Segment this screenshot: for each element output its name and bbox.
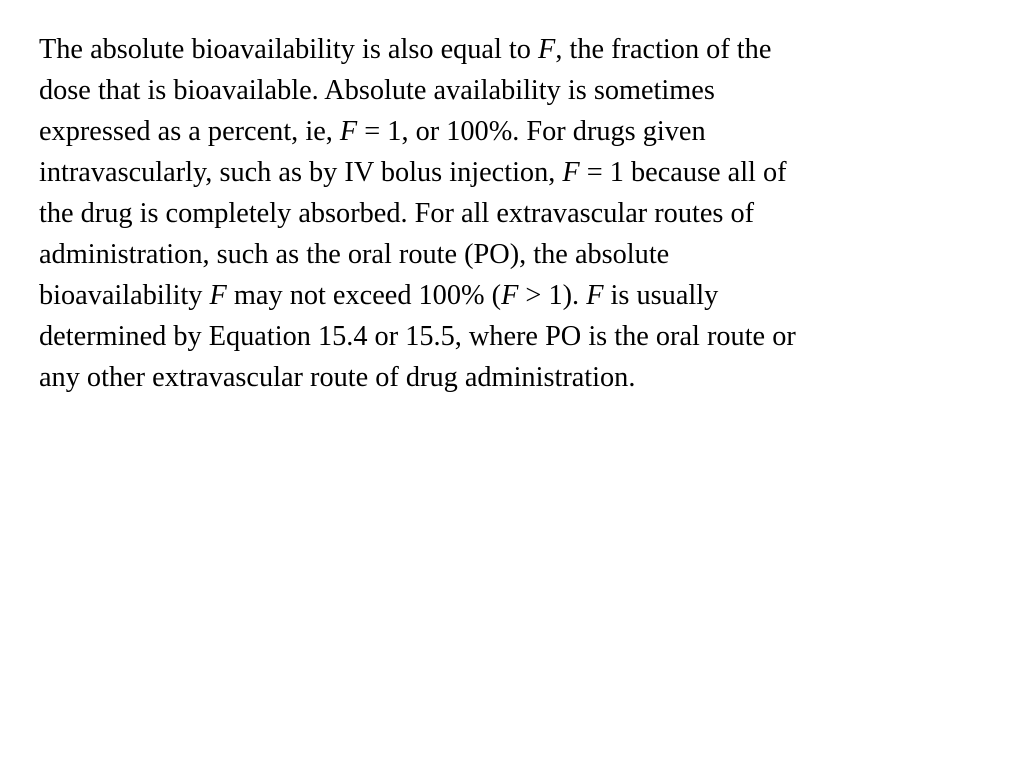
text-line-5 <box>39 193 989 234</box>
text-line-1 <box>39 29 989 70</box>
italic-symbol-f: F <box>209 280 227 311</box>
text-line-8 <box>39 316 989 357</box>
text-run: expressed as a percent, ie, <box>39 116 340 147</box>
text-run: intravascularly, such as by IV bolus injection, <box>39 157 563 188</box>
text-line-6 <box>39 234 989 275</box>
text-run: the drug is completely absorbed. For all extravascular routes of <box>39 198 755 229</box>
text-run: > 1). <box>518 280 587 311</box>
text-run: dose that is bioavailable. Absolute availability is sometimes <box>39 75 715 106</box>
text-run: may not exceed 100% ( <box>226 280 502 311</box>
text-run: = 1 because all of <box>579 157 787 188</box>
italic-symbol-f: F <box>538 34 556 65</box>
italic-symbol-f: F <box>501 280 519 311</box>
text-line-2 <box>39 70 989 111</box>
text-line-3 <box>39 111 989 152</box>
text-run: = 1, or 100%. For drugs given <box>357 116 706 147</box>
bioavailability-paragraph <box>39 29 989 398</box>
italic-symbol-f: F <box>339 116 358 147</box>
text-run: determined by Equation 15.4 or 15.5, where PO is the oral route or <box>39 321 796 352</box>
text-run: any other extravascular route of drug administration. <box>39 362 636 393</box>
text-line-4 <box>39 152 989 193</box>
text-run: administration, such as the oral route (PO), the absolute <box>39 239 670 270</box>
text-line-7 <box>39 275 989 316</box>
italic-symbol-f: F <box>586 280 604 311</box>
text-run: , the fraction of the <box>555 34 772 65</box>
text-run: The absolute bioavailability is also equal to <box>39 34 539 65</box>
text-line-9 <box>39 357 989 398</box>
italic-symbol-f: F <box>562 157 580 188</box>
text-run: bioavailability <box>39 280 210 311</box>
text-run: is usually <box>603 280 719 311</box>
